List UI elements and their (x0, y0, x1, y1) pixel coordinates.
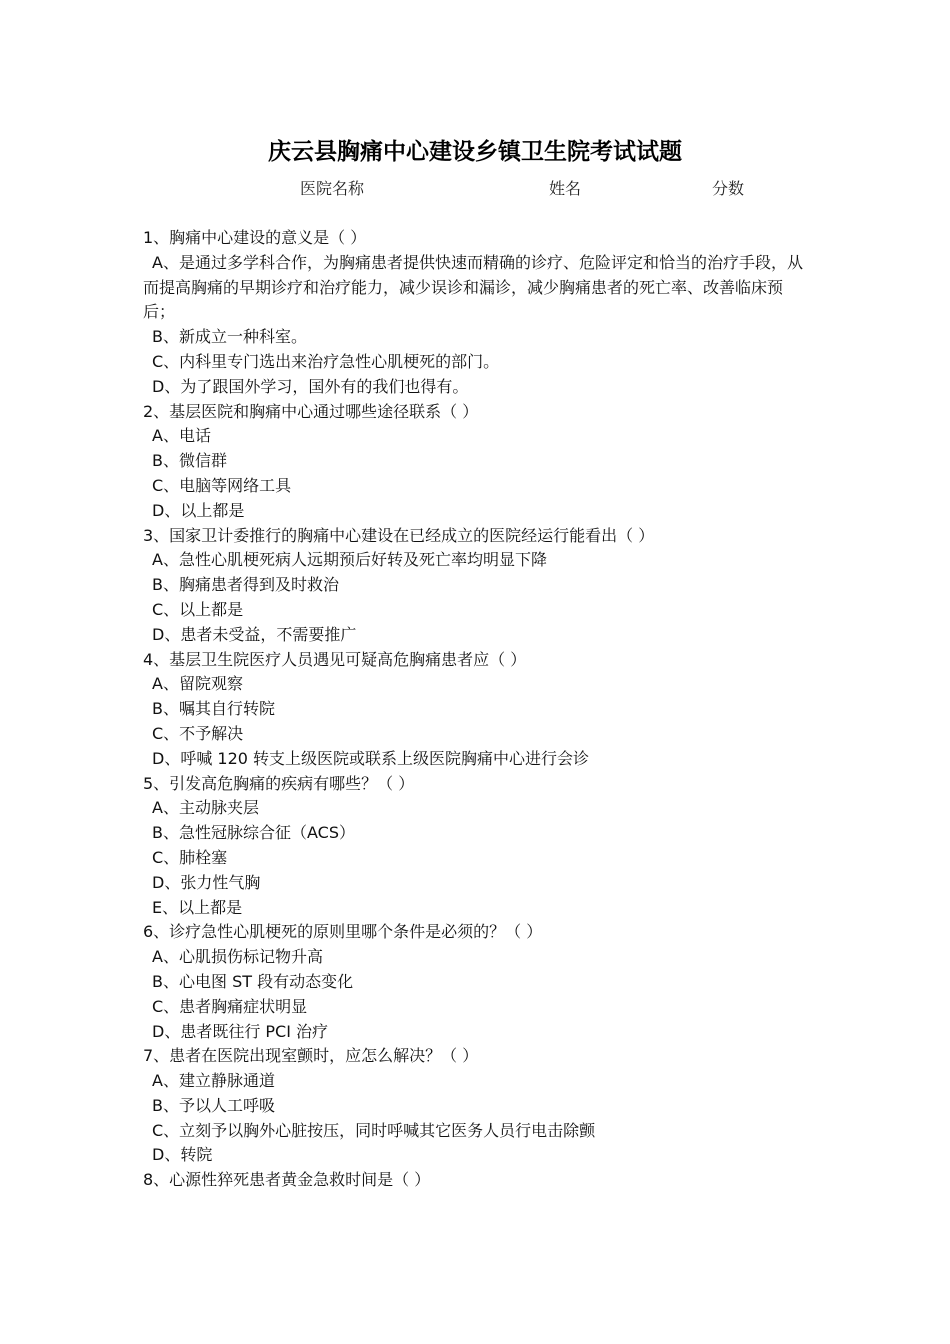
question-2-option-d: D、以上都是 (152, 500, 245, 520)
question-6: 6、诊疗急性心肌梗死的原则里哪个条件是必须的？（ ） (143, 922, 543, 942)
question-2-option-a: A、电话 (152, 426, 211, 446)
question-list (143, 226, 803, 1193)
question-2-option-b: B、微信群 (152, 451, 227, 471)
question-7-option-d: D、转院 (152, 1145, 213, 1165)
question-6-option-c: C、患者胸痛症状明显 (152, 996, 308, 1016)
question-4: 4、基层卫生院医疗人员遇见可疑高危胸痛患者应（ ） (143, 649, 527, 669)
question-3-option-d: D、患者未受益，不需要推广 (152, 624, 357, 644)
question-4-option-d: D、呼喊 120 转支上级医院或联系上级医院胸痛中心进行会诊 (152, 748, 590, 768)
exam-title: 庆云县胸痛中心建设乡镇卫生院考试试题 (268, 139, 682, 165)
question-1-option-b: B、新成立一种科室。 (152, 327, 307, 347)
question-5-option-c: C、肺栓塞 (152, 847, 228, 867)
question-4-option-c: C、不予解决 (152, 723, 244, 743)
question-2: 2、基层医院和胸痛中心通过哪些途径联系（ ） (143, 401, 479, 421)
question-8: 8、心源性猝死患者黄金急救时间是（ ） (143, 1170, 431, 1190)
question-1-option-d: D、为了跟国外学习，国外有的我们也得有。 (152, 376, 469, 396)
question-5: 5、引发高危胸痛的疾病有哪些？（ ） (143, 773, 415, 793)
question-7-option-a: A、建立静脉通道 (152, 1071, 275, 1091)
question-3-option-a: A、急性心肌梗死病人远期预后好转及死亡率均明显下降 (152, 550, 547, 570)
question-7-option-c: C、立刻予以胸外心脏按压，同时呼喊其它医务人员行电击除颤 (152, 1120, 596, 1140)
question-1-option-a: A、是通过多学科合作，为胸痛患者提供快速而精确的诊疗、危险评定和恰当的治疗手段，从而提高胸痛的早期诊疗和治疗能力，减少误诊和漏诊，减少胸痛患者的死亡率、改善临床预后； (143, 252, 803, 322)
question-7-option-b: B、予以人工呼吸 (152, 1095, 275, 1115)
question-1-option-c: C、内科里专门选出来治疗急性心肌梗死的部门。 (152, 351, 500, 371)
question-5-option-e: E、以上都是 (152, 897, 243, 917)
question-6-option-b: B、心电图 ST 段有动态变化 (152, 971, 354, 991)
question-3-option-b: B、胸痛患者得到及时救治 (152, 575, 339, 595)
question-4-option-a: A、留院观察 (152, 674, 243, 694)
hospital-name-label: 医院名称 (300, 179, 365, 198)
question-1: 1、胸痛中心建设的意义是（ ） (143, 228, 367, 247)
question-6-option-d: D、患者既往行 PCI 治疗 (152, 1021, 329, 1041)
score-label: 分数 (712, 179, 745, 198)
question-3: 3、国家卫计委推行的胸痛中心建设在已经成立的医院经运行能看出（ ） (143, 525, 655, 545)
question-6-option-a: A、心肌损伤标记物升高 (152, 947, 323, 967)
question-5-option-b: B、急性冠脉综合征（ACS） (152, 823, 355, 843)
student-name-label: 姓名 (549, 179, 582, 198)
question-4-option-b: B、嘱其自行转院 (152, 699, 275, 719)
question-5-option-d: D、张力性气胸 (152, 872, 261, 892)
question-7: 7、患者在医院出现室颤时，应怎么解决？（ ） (143, 1046, 479, 1066)
question-3-option-c: C、以上都是 (152, 599, 244, 619)
question-2-option-c: C、电脑等网络工具 (152, 475, 292, 495)
question-5-option-a: A、主动脉夹层 (152, 798, 259, 818)
